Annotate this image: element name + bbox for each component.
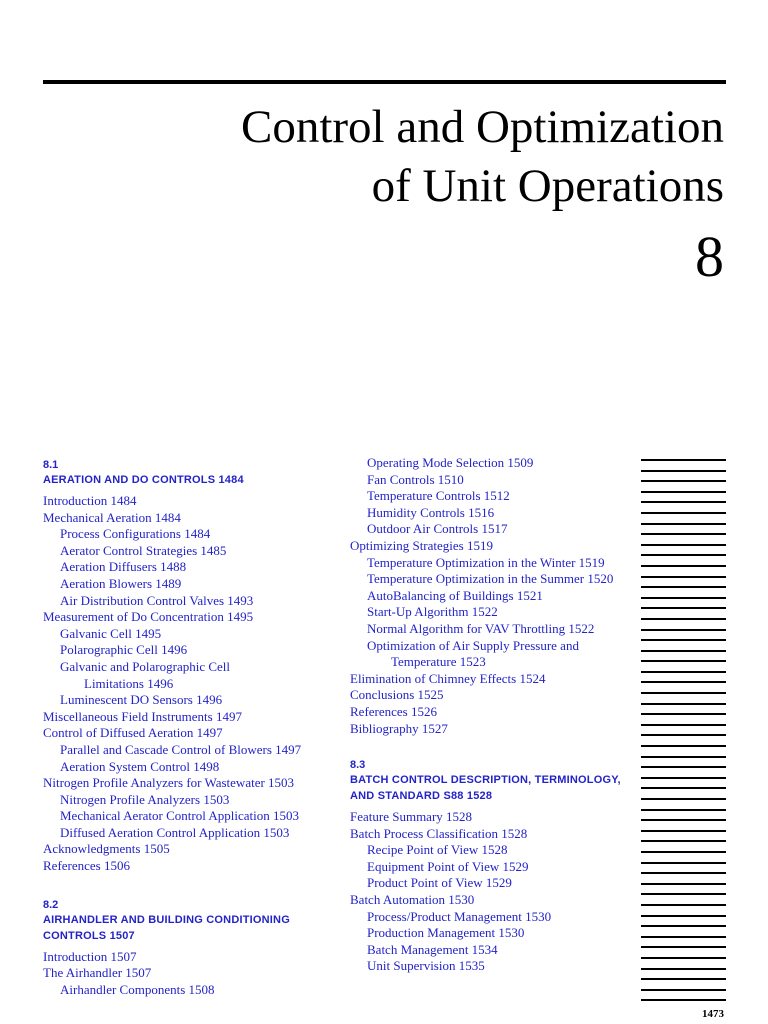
toc-entry[interactable]: Outdoor Air Controls 1517 [367,521,508,537]
edge-stripe [641,819,726,821]
section-title-8-2-line1: AIRHANDLER AND BUILDING CONDITIONING [43,913,290,926]
toc-entry[interactable]: Equipment Point of View 1529 [367,858,529,874]
section-number-8-3[interactable]: 8.3 [350,759,366,772]
edge-stripe [641,713,726,715]
section-8-2-entries-right [350,455,640,737]
edge-stripe [641,766,726,768]
edge-stripe [641,936,726,938]
toc-entry[interactable]: Optimizing Strategies 1519 [350,537,493,553]
edge-stripe [641,576,726,578]
edge-stripe [641,989,726,991]
edge-stripe [641,533,726,535]
toc-entry[interactable]: Bibliography 1527 [350,720,448,736]
toc-entry[interactable]: Recipe Point of View 1528 [367,842,508,858]
edge-stripe [641,893,726,895]
edge-stripe [641,607,726,609]
edge-stripe [641,946,726,948]
toc-entry[interactable]: Acknowledgments 1505 [43,841,170,857]
edge-stripe [641,840,726,842]
toc-entry[interactable]: Measurement of Do Concentration 1495 [43,609,254,625]
edge-stripe [641,544,726,546]
edge-stripe [641,660,726,662]
edge-stripe [641,671,726,673]
section-title-8-3-line2: AND STANDARD S88 1528 [350,790,493,803]
edge-stripe [641,692,726,694]
toc-entry[interactable]: Unit Supervision 1535 [367,958,485,974]
edge-stripe [641,999,726,1001]
section-title-8-2-line2: CONTROLS 1507 [43,929,135,942]
toc-entry[interactable]: Product Point of View 1529 [367,875,512,891]
chapter-title-line2: of Unit Operations [371,160,724,212]
toc-entry[interactable]: Process/Product Management 1530 [367,908,552,924]
toc-entry[interactable]: Polarographic Cell 1496 [60,642,188,658]
toc-entry[interactable]: Air Distribution Control Valves 1493 [60,592,254,608]
chapter-number: 8 [695,224,724,289]
toc-entry[interactable]: Mechanical Aeration 1484 [43,509,181,525]
toc-entry[interactable]: Start-Up Algorithm 1522 [367,604,498,620]
toc-entry[interactable]: Production Management 1530 [367,925,525,941]
edge-stripe [641,512,726,514]
edge-stripe [641,968,726,970]
toc-entry[interactable]: Galvanic and Polarographic Cell [60,658,231,674]
edge-stripe [641,470,726,472]
toc-entry[interactable]: Luminescent DO Sensors 1496 [60,692,223,708]
edge-stripe [641,904,726,906]
toc-entry[interactable]: Aeration Diffusers 1488 [60,559,187,575]
toc-entry[interactable]: Fan Controls 1510 [367,471,464,487]
toc-entry[interactable]: Mechanical Aerator Control Application 1503 [60,808,299,824]
edge-stripe [641,925,726,927]
edge-stripe [641,883,726,885]
toc-entry[interactable]: References 1506 [43,858,130,874]
edge-stripe [641,703,726,705]
page-number: 1473 [702,1008,724,1020]
toc-entry[interactable]: Batch Process Classification 1528 [350,825,528,841]
toc-entry[interactable]: The Airhandler 1507 [43,965,152,981]
toc-entry[interactable]: Temperature Optimization in the Winter 1519 [367,554,605,570]
edge-stripe [641,787,726,789]
toc-entry[interactable]: Batch Management 1534 [367,941,498,957]
edge-stripe [641,745,726,747]
chapter-title [241,98,724,216]
toc-entry[interactable]: Conclusions 1525 [350,687,444,703]
edge-stripe [641,798,726,800]
section-number-8-1[interactable]: 8.1 [43,459,59,471]
edge-stripe [641,523,726,525]
edge-stripe [641,809,726,811]
top-rule [43,80,726,84]
section-number-8-2[interactable]: 8.2 [43,898,59,911]
toc-entry[interactable]: Control of Diffused Aeration 1497 [43,725,223,741]
toc-entry[interactable]: Parallel and Cascade Control of Blowers 1497 [60,741,302,757]
edge-stripe [641,777,726,779]
section-title-8-1[interactable]: AERATION AND DO CONTROLS 1484 [43,474,244,486]
toc-entry[interactable]: Elimination of Chimney Effects 1524 [350,670,546,686]
toc-entry[interactable]: Limitations 1496 [84,675,174,691]
edge-stripe [641,915,726,917]
toc-entry[interactable]: Galvanic Cell 1495 [60,625,162,641]
toc-entry[interactable]: Process Configurations 1484 [60,526,211,542]
toc-entry[interactable]: Introduction 1484 [43,493,137,508]
toc-entry[interactable]: Aeration System Control 1498 [60,758,220,774]
toc-entry[interactable]: Temperature Controls 1512 [367,488,510,504]
edge-stripe [641,862,726,864]
section-title-8-2[interactable] [43,912,343,944]
toc-entry[interactable]: Optimization of Air Supply Pressure and [367,637,579,653]
toc-entry[interactable]: Feature Summary 1528 [350,809,473,825]
toc-entry[interactable]: Nitrogen Profile Analyzers 1503 [60,791,230,807]
toc-entry[interactable]: Temperature Optimization in the Summer 1520 [367,571,614,587]
section-8-2-entries-left [43,949,343,999]
edge-stripe [641,734,726,736]
edge-stripe [641,957,726,959]
edge-stripe [641,978,726,980]
toc-entry[interactable]: Batch Automation 1530 [350,892,475,908]
edge-stripe [641,639,726,641]
toc-entry[interactable]: Aeration Blowers 1489 [60,575,182,591]
toc-column-left [43,455,343,998]
toc-entry[interactable]: References 1526 [350,703,437,719]
edge-stripe [641,586,726,588]
edge-stripe [641,565,726,567]
section-8-3-entries [350,809,640,975]
toc-entry[interactable]: Temperature 1523 [391,654,486,670]
edge-stripe [641,491,726,493]
edge-stripe [641,501,726,503]
edge-stripe [641,724,726,726]
toc-entry[interactable]: Introduction 1507 [43,948,137,964]
edge-stripe [641,872,726,874]
edge-stripe [641,618,726,620]
edge-stripe [641,851,726,853]
edge-stripe [641,480,726,482]
toc-entry[interactable]: Humidity Controls 1516 [367,504,495,520]
toc-entry[interactable]: AutoBalancing of Buildings 1521 [367,587,543,603]
toc-entry[interactable]: Airhandler Components 1508 [60,981,215,997]
chapter-title-line1: Control and Optimization [241,101,724,153]
section-title-8-3-line1: BATCH CONTROL DESCRIPTION, TERMINOLOGY, [350,774,621,787]
toc-entry[interactable]: Nitrogen Profile Analyzers for Wastewater 1503 [43,775,295,791]
edge-stripe [641,597,726,599]
edge-stripe [641,650,726,652]
section-title-8-3[interactable] [350,772,640,804]
edge-stripe [641,681,726,683]
toc-entry[interactable]: Diffused Aeration Control Application 1503 [60,824,290,840]
toc-entry[interactable]: Aerator Control Strategies 1485 [60,542,227,558]
edge-stripe [641,554,726,556]
edge-stripe [641,459,726,461]
edge-index-stripes [641,459,726,1010]
toc-column-right [350,455,640,975]
toc-entry[interactable]: Operating Mode Selection 1509 [367,455,534,470]
toc-entry[interactable]: Normal Algorithm for VAV Throttling 1522 [367,620,595,636]
toc-entry[interactable]: Miscellaneous Field Instruments 1497 [43,708,242,724]
edge-stripe [641,830,726,832]
edge-stripe [641,629,726,631]
section-8-1-entries [43,493,343,875]
edge-stripe [641,756,726,758]
